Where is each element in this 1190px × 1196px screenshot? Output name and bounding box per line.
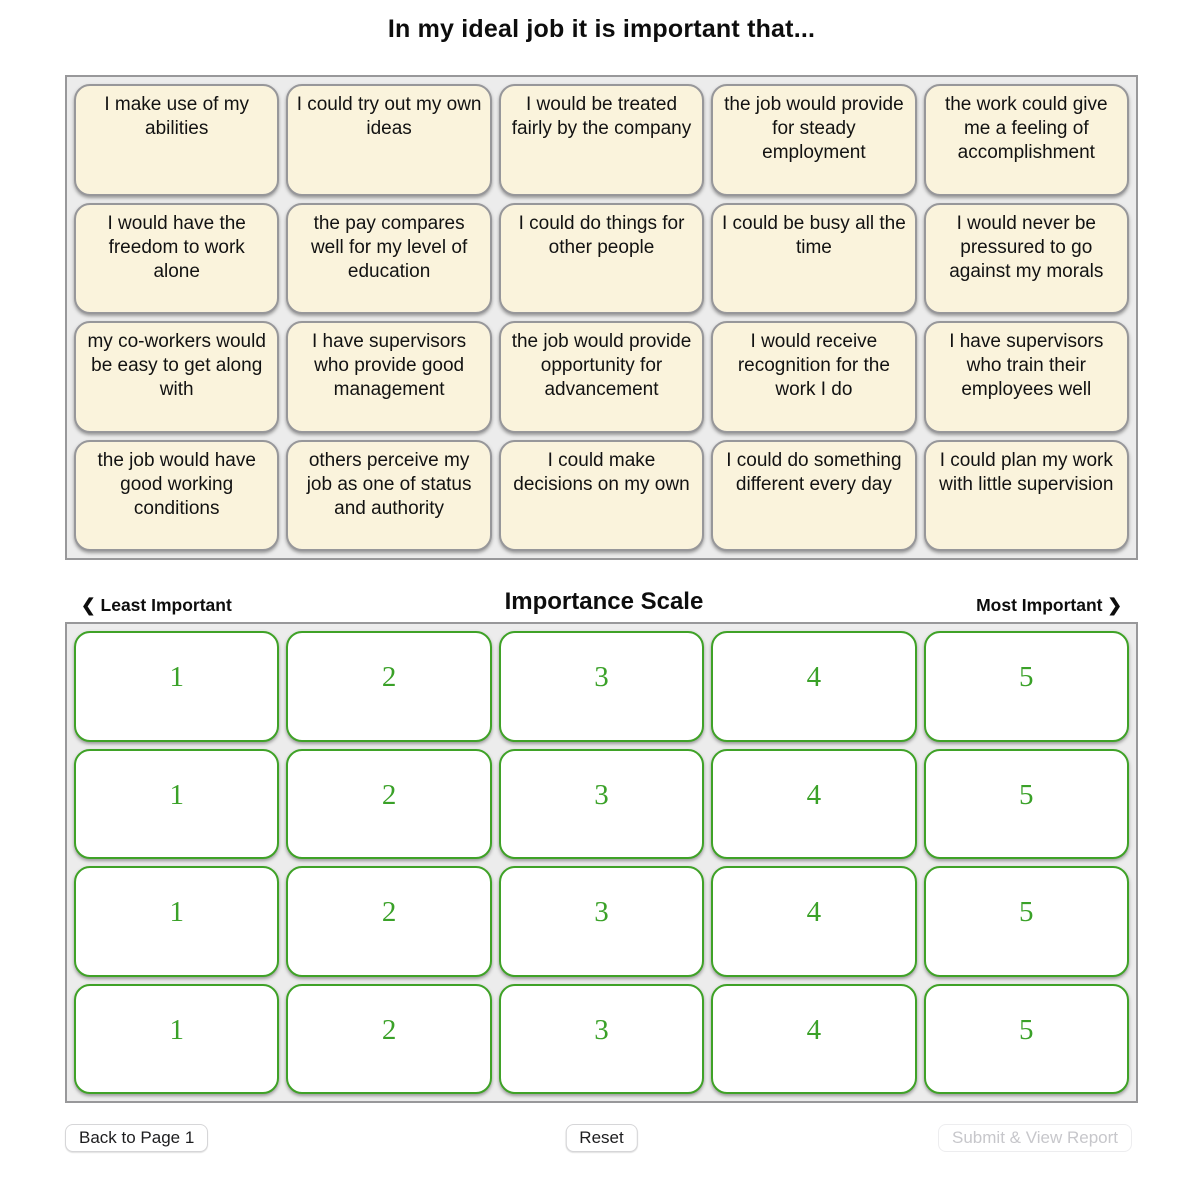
scale-panel xyxy=(65,622,1138,1103)
scale-cell-r4-c1[interactable]: 1 xyxy=(74,984,279,1095)
statement-card-14[interactable]: I would receive recognition for the work I do xyxy=(711,321,916,433)
statement-card-13[interactable]: the job would provide opportunity for advancement xyxy=(499,321,704,433)
scale-cell-r2-c1[interactable]: 1 xyxy=(74,749,279,860)
scale-header xyxy=(65,560,1138,622)
statement-card-19[interactable]: I could do something different every day xyxy=(711,440,916,552)
page-title: In my ideal job it is important that... xyxy=(387,15,816,43)
scale-cell-r3-c1[interactable]: 1 xyxy=(74,866,279,977)
statement-card-1[interactable]: I make use of my abilities xyxy=(74,84,279,196)
scale-cell-r4-c3[interactable]: 3 xyxy=(499,984,704,1095)
statement-card-18[interactable]: I could make decisions on my own xyxy=(499,440,704,552)
statement-card-3[interactable]: I would be treated fairly by the company xyxy=(499,84,704,196)
statement-card-7[interactable]: the pay compares well for my level of education xyxy=(286,203,491,315)
scale-cell-r4-c4[interactable]: 4 xyxy=(711,984,916,1095)
scale-cell-r1-c4[interactable]: 4 xyxy=(711,631,916,742)
scale-cell-r2-c3[interactable]: 3 xyxy=(499,749,704,860)
submit-and-view-report-button[interactable]: Submit & View Report xyxy=(938,1124,1132,1152)
scale-cell-r1-c2[interactable]: 2 xyxy=(286,631,491,742)
back-to-page-1-button[interactable]: Back to Page 1 xyxy=(65,1124,208,1152)
statement-card-10[interactable]: I would never be pressured to go against my morals xyxy=(924,203,1129,315)
statement-card-8[interactable]: I could do things for other people xyxy=(499,203,704,315)
statement-card-12[interactable]: I have supervisors who provide good management xyxy=(286,321,491,433)
scale-cell-r1-c1[interactable]: 1 xyxy=(74,631,279,742)
statement-card-15[interactable]: I have supervisors who train their employees well xyxy=(924,321,1129,433)
scale-cell-r3-c4[interactable]: 4 xyxy=(711,866,916,977)
statements-panel xyxy=(65,75,1138,560)
scale-cell-r3-c2[interactable]: 2 xyxy=(286,866,491,977)
statement-card-17[interactable]: others perceive my job as one of status and authority xyxy=(286,440,491,552)
scale-cell-r2-c5[interactable]: 5 xyxy=(924,749,1129,860)
least-important-label: ❮ Least Important xyxy=(81,595,232,615)
scale-cell-r4-c2[interactable]: 2 xyxy=(286,984,491,1095)
statement-card-5[interactable]: the work could give me a feeling of accomplishment xyxy=(924,84,1129,196)
statement-card-2[interactable]: I could try out my own ideas xyxy=(286,84,491,196)
scale-cell-r1-c3[interactable]: 3 xyxy=(499,631,704,742)
statement-card-11[interactable]: my co-workers would be easy to get along with xyxy=(74,321,279,433)
scale-cell-r2-c2[interactable]: 2 xyxy=(286,749,491,860)
footer-bar xyxy=(65,1124,1138,1154)
statement-card-9[interactable]: I could be busy all the time xyxy=(711,203,916,315)
most-important-label: Most Important ❯ xyxy=(976,595,1122,615)
scale-cell-r3-c3[interactable]: 3 xyxy=(499,866,704,977)
statement-card-16[interactable]: the job would have good working conditions xyxy=(74,440,279,552)
scale-cell-r1-c5[interactable]: 5 xyxy=(924,631,1129,742)
reset-button[interactable]: Reset xyxy=(565,1124,637,1152)
scale-cell-r4-c5[interactable]: 5 xyxy=(924,984,1129,1095)
statement-card-6[interactable]: I would have the freedom to work alone xyxy=(74,203,279,315)
statement-card-20[interactable]: I could plan my work with little supervision xyxy=(924,440,1129,552)
page xyxy=(65,14,1138,1154)
statement-card-4[interactable]: the job would provide for steady employment xyxy=(711,84,916,196)
importance-scale-title: Importance Scale xyxy=(504,588,704,615)
scale-cell-r2-c4[interactable]: 4 xyxy=(711,749,916,860)
scale-cell-r3-c5[interactable]: 5 xyxy=(924,866,1129,977)
